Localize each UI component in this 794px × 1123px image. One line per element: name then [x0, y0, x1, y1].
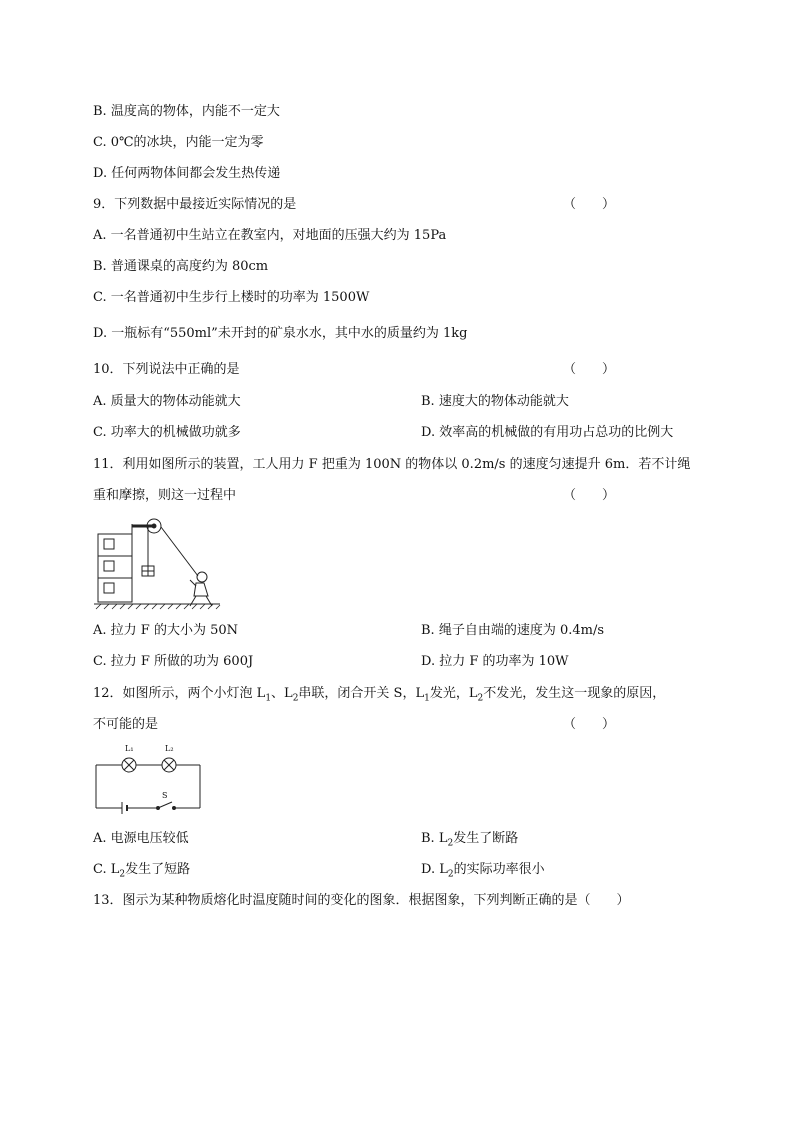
q9-option-b: B. 普通课桌的高度约为 80cm [93, 259, 269, 274]
q10-answer-paren: （ ） [563, 362, 616, 377]
q11-stem-line1: 11．利用如图所示的装置，工人用力 F 把重为 100N 的物体以 0.2m/s 的速度匀速提升 6m．若不计绳 [93, 457, 691, 472]
q12-answer-paren: （ ） [563, 717, 616, 732]
q10-stem: 10．下列说法中正确的是 [93, 362, 240, 377]
q11-option-c: C. 拉力 F 所做的功为 600J [93, 654, 254, 669]
building-floor-bottom [98, 578, 132, 602]
switch-label: S [162, 791, 168, 800]
q12-option-d: D. $L_2$的实际功率很小 [421, 862, 545, 880]
lamp-l1-label: L₁ [125, 744, 134, 753]
q8-option-c: C. 0℃的冰块，内能一定为零 [93, 135, 264, 150]
q8-option-d: D. 任何两物体间都会发生热传递 [93, 166, 281, 181]
q12-stem-line2: 不可能的是 [93, 717, 159, 732]
q8-option-b: B. 温度高的物体，内能不一定大 [93, 104, 280, 119]
lamp-l2-label: L₂ [165, 744, 174, 753]
q9-answer-paren: （ ） [563, 197, 616, 212]
q9-option-c: C. 一名普通初中生步行上楼时的功率为 1500W [93, 290, 370, 305]
q12-option-b: B. $L_2$发生了断路 [421, 831, 519, 849]
q10-option-c: C. 功率大的机械做功就多 [93, 425, 241, 440]
q9-stem: 9．下列数据中最接近实际情况的是 [93, 197, 297, 212]
q12-option-c: C. $L_2$发生了短路 [93, 862, 191, 880]
circuit-figure [92, 740, 204, 814]
q12-option-a: A. 电源电压较低 [93, 831, 189, 846]
q9-option-d: D. 一瓶标有“550ml”未开封的矿泉水水，其中水的质量约为 1kg [93, 326, 468, 341]
window-icon [104, 539, 114, 549]
q11-option-d: D. 拉力 F 的功率为 10W [421, 654, 569, 669]
building-floor-middle [98, 556, 132, 578]
q11-answer-paren: （ ） [563, 488, 616, 503]
q10-option-b: B. 速度大的物体动能就大 [421, 394, 569, 409]
building-floor-top [98, 534, 132, 556]
switch-icon [158, 802, 172, 808]
q10-option-d: D. 效率高的机械做的有用功占总功的比例大 [421, 425, 674, 440]
q11-option-a: A. 拉力 F 的大小为 50N [93, 623, 238, 638]
q11-option-b: B. 绳子自由端的速度为 0.4m/s [421, 623, 605, 638]
q13-stem: 13．图示为某种物质熔化时温度随时间的变化的图象．根据图象，下列判断正确的是（ ） [93, 893, 630, 908]
q11-stem-line2: 重和摩擦，则这一过程中 [93, 488, 237, 503]
pulley-figure [92, 512, 222, 612]
q10-option-a: A. 质量大的物体动能就大 [93, 394, 241, 409]
q12-stem-line1: 12．如图所示，两个小灯泡 $L_1$、$L_2$串联，闭合开关 S，$L_1$发光，$L_2$不发光，发生这一现象的原因， [93, 686, 666, 704]
worker-head-icon [197, 572, 207, 582]
q9-option-a: A. 一名普通初中生站立在教室内，对地面的压强大约为 15Pa [93, 228, 447, 243]
